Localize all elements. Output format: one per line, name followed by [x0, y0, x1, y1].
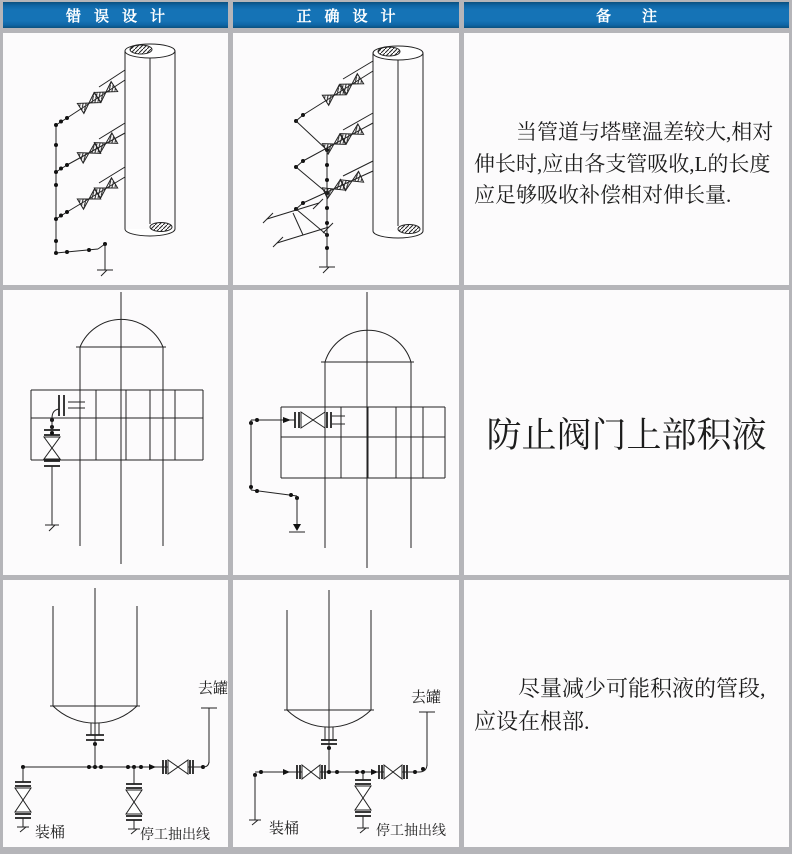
header-correct-design: [233, 2, 459, 28]
header-wrong-design-label: 错误设计: [65, 7, 178, 25]
bottom-run-and-anchor: [54, 242, 113, 276]
vessel: [76, 292, 166, 564]
cell-row3-wrong: [3, 580, 228, 847]
branch-pipes: [294, 61, 373, 237]
drum-filling-branch: [15, 767, 31, 832]
tower: [373, 46, 423, 238]
riser-pipe: [325, 150, 329, 267]
valve-at-nozzle: [295, 412, 345, 428]
note-row1: 当管道与塔壁温差较大,相对伸长时,应由各支管吸收,L的长度应足够吸收补偿相对伸长量.: [474, 120, 774, 207]
to-tank-branch: [379, 712, 435, 779]
platform-structure: [31, 390, 203, 460]
label-to-tank: 去罐: [411, 690, 442, 706]
cell-row2-wrong: [3, 290, 228, 575]
piping-run: [249, 417, 305, 532]
cell-row1-note: [464, 33, 789, 285]
diagram-tower-branches-correct: [233, 33, 459, 285]
label-drum-filling: 装桶: [35, 825, 66, 841]
label-shutdown-line: 停工抽出线: [376, 824, 446, 839]
diagram-tank-piping-correct: [233, 580, 459, 847]
shutdown-drawoff-branch: [355, 772, 371, 833]
diagram-tank-piping-wrong: [3, 580, 228, 847]
header-correct-design-label: 正确设计: [296, 7, 409, 25]
tank: [284, 590, 374, 746]
shutdown-drawoff-branch: [126, 767, 142, 834]
label-drum-filling: 装桶: [269, 821, 300, 837]
riser-pipe: [54, 123, 58, 253]
label-to-tank: 去罐: [198, 681, 228, 697]
header-notes: [464, 2, 789, 28]
cell-row2-correct: [233, 290, 459, 575]
diagram-tower-branches-wrong: [3, 33, 228, 285]
branch-pipes: [56, 70, 125, 219]
tower: [125, 44, 175, 236]
tank: [50, 588, 140, 740]
cell-row1-wrong: [3, 33, 228, 285]
label-shutdown-line: 停工抽出线: [140, 828, 210, 843]
header-notes-label: 备注: [595, 7, 688, 25]
header-wrong-design: [3, 2, 228, 28]
anchor: [319, 267, 335, 273]
diagram-vessel-valve-wrong: [3, 290, 228, 575]
cell-row2-note: [464, 290, 789, 575]
cell-row3-note: [464, 580, 789, 847]
drum-filling-branch: [249, 765, 325, 825]
to-tank-branch: [163, 708, 217, 774]
drop-pipe-with-valve: [44, 409, 60, 531]
diagram-vessel-valve-correct: [233, 290, 459, 575]
dimension-marks: [263, 199, 333, 247]
nozzle-flange: [59, 395, 85, 416]
cell-row3-correct: [233, 580, 459, 847]
note-row3: 尽量减少可能积液的管段,应设在根部.: [474, 676, 766, 734]
cell-row1-correct: [233, 33, 459, 285]
note-row2: 防止阀门上部积液: [486, 415, 767, 455]
